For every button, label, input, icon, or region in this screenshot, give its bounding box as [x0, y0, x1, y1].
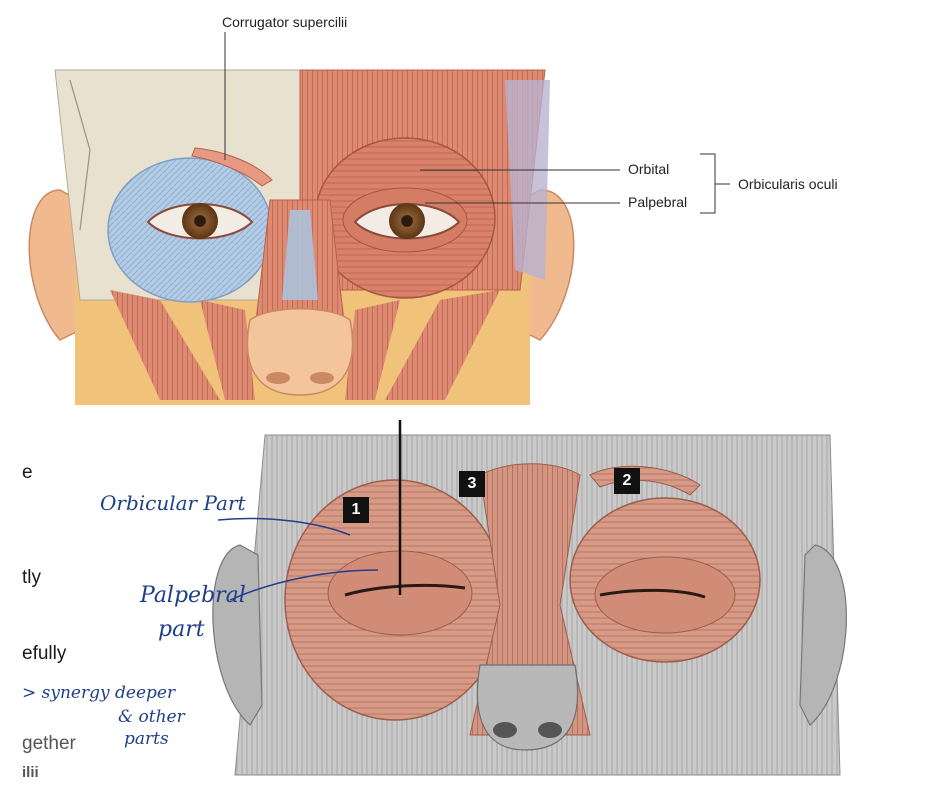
- label-corrugator-supercilii: Corrugator supercilii: [222, 14, 348, 30]
- side-text-ilii: ilii: [22, 764, 39, 781]
- side-text-e: e: [22, 462, 33, 483]
- note-synergy-line3: parts: [124, 729, 169, 749]
- note-palpebral-line1: Palpebral: [140, 583, 246, 608]
- note-palpebral-line2: part: [158, 617, 205, 642]
- side-text-efully: efully: [22, 643, 67, 664]
- badge-2: 2: [614, 468, 640, 494]
- note-orbicular-part: Orbicular Part: [100, 491, 246, 515]
- bottom-anatomy-figure: [0, 405, 944, 786]
- side-text-tly: tly: [22, 567, 41, 588]
- label-palpebral: Palpebral: [628, 194, 688, 210]
- badge-1: 1: [343, 497, 369, 523]
- badge-3: 3: [459, 471, 485, 497]
- side-text-gether: gether: [22, 733, 76, 754]
- label-orbicularis-oculi: Orbicularis oculi: [738, 176, 838, 192]
- nose: [247, 309, 352, 395]
- label-orbital: Orbital: [628, 161, 670, 177]
- note-synergy-line2: & other: [118, 707, 185, 727]
- note-synergy-line1: > synergy deeper: [22, 683, 176, 703]
